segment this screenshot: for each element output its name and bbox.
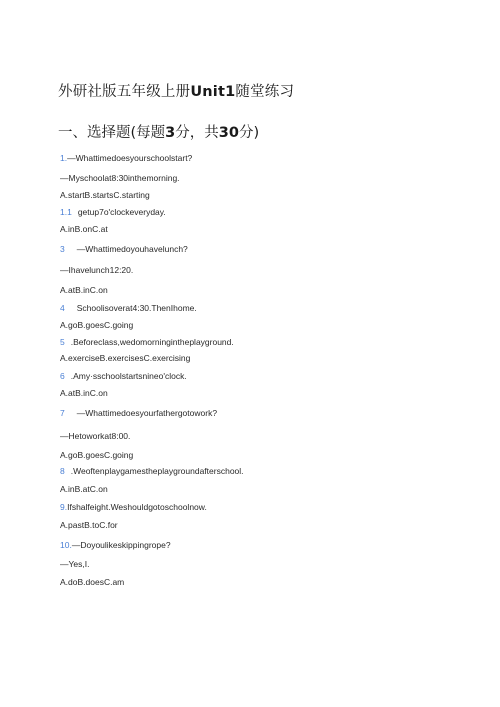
question-line: 7 —Whattimedoesyourfathergotowork?	[60, 408, 218, 418]
question-line: 10.—Doyoulikeskippingrope?	[60, 540, 171, 550]
question-line: 4 Schoolisoverat4:30.ThenIhome.	[60, 303, 197, 313]
section-heading	[58, 121, 259, 142]
options-line: A.startB.startsC.starting	[60, 190, 150, 200]
options-line: A.atB.inC.on	[60, 388, 108, 398]
options-line: A.doB.doesC.am	[60, 577, 125, 587]
options-line: A.exerciseB.exercisesC.exercising	[60, 353, 191, 363]
answer-line: —Myschoolat8:30inthemorning.	[60, 173, 180, 183]
question-line: 6 .Amy·sschoolstartsnineo'clock.	[60, 371, 187, 381]
options-line: A.goB.goesC.going	[60, 320, 134, 330]
section-middle: 分，共	[175, 125, 219, 141]
question-line: 8 .Weoftenplaygamestheplaygroundafterschool.	[60, 466, 244, 476]
answer-line: —Hetoworkat8:00.	[60, 431, 131, 441]
options-line: A.inB.atC.on	[60, 484, 108, 494]
question-line: 5 .Beforeclass,wedomorningintheplayground.	[60, 337, 234, 347]
question-line: 3 —Whattimedoyouhavelunch?	[60, 244, 188, 254]
options-line: A.atB.inC.on	[60, 285, 108, 295]
options-line: A.inB.onC.at	[60, 224, 108, 234]
section-suffix: 分)	[238, 125, 260, 141]
title-unit: Unit1	[190, 84, 236, 100]
title-prefix: 外研社版五年级上册	[58, 84, 191, 100]
question-line: 9.Ifshalfeight.Weshouldgotoschoolnow.	[60, 502, 207, 512]
title-suffix: 随堂练习	[235, 84, 295, 100]
section-points: 3	[165, 125, 176, 141]
answer-line: —Yes,I.	[60, 559, 90, 569]
question-line: 1.—Whattimedoesyourschoolstart?	[60, 153, 193, 163]
section-prefix: 一、选择题(每题	[58, 125, 166, 141]
document-title	[58, 80, 294, 101]
answer-line: —Ihavelunch12:20.	[60, 265, 134, 275]
options-line: A.pastB.toC.for	[60, 520, 118, 530]
question-line: 1.1 getup7o'clockeveryday.	[60, 207, 166, 217]
options-line: A.goB.goesC.going	[60, 450, 134, 460]
section-total: 30	[218, 125, 239, 141]
